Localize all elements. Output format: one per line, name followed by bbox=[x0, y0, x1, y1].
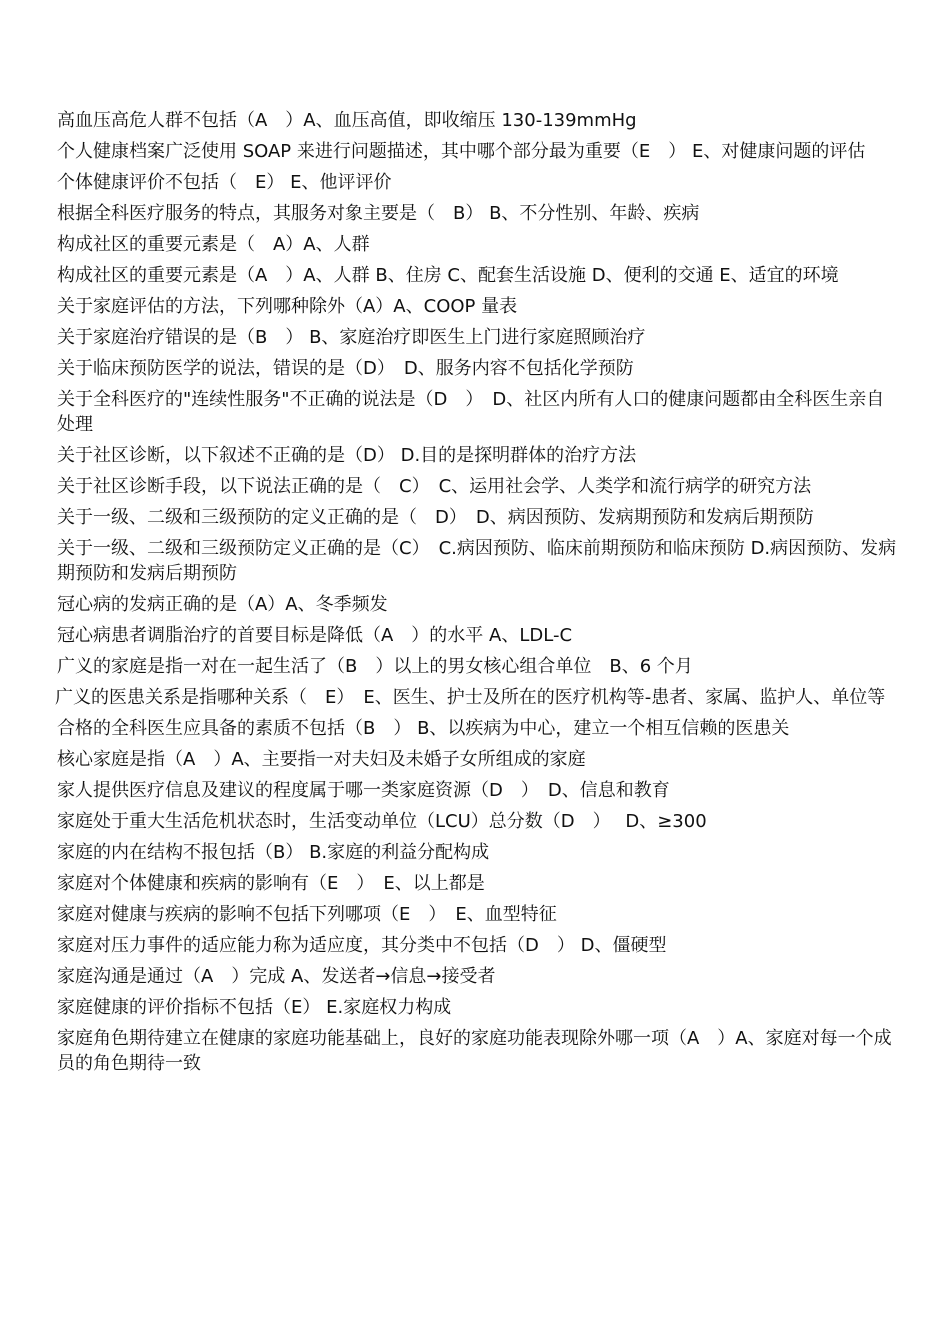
question-line: 家庭的内在结构不报包括（B） B.家庭的利益分配构成 bbox=[57, 842, 490, 863]
question-line: 家庭健康的评价指标不包括（E） E.家庭权力构成 bbox=[57, 997, 452, 1018]
question-line: 关于社区诊断手段，以下说法正确的是（ C） C、运用社会学、人类学和流行病学的研究方法 bbox=[57, 476, 812, 497]
question-line: 关于社区诊断，以下叙述不正确的是（D） D.目的是探明群体的治疗方法 bbox=[57, 445, 637, 466]
question-line: 家庭对个体健康和疾病的影响有（E ） E、以上都是 bbox=[57, 873, 485, 894]
question-line: 广义的家庭是指一对在一起生活了（B ）以上的男女核心组合单位 B、6 个月 bbox=[57, 656, 693, 677]
question-line: 关于一级、二级和三级预防定义正确的是（C） C.病因预防、临床前期预防和临床预防 D.病因预防、发病期预防和发病后期预防 bbox=[57, 538, 897, 584]
question-line: 家庭对健康与疾病的影响不包括下列哪项（E ） E、血型特征 bbox=[57, 904, 557, 925]
question-line: 关于家庭治疗错误的是（B ） B、家庭治疗即医生上门进行家庭照顾治疗 bbox=[57, 327, 646, 348]
question-line: 构成社区的重要元素是（ A）A、人群 bbox=[57, 234, 370, 255]
question-line: 构成社区的重要元素是（A ）A、人群 B、住房 C、配套生活设施 D、便利的交通 E、适宜的环境 bbox=[57, 265, 839, 286]
question-line: 高血压高危人群不包括（A ）A、血压高值，即收缩压 130-139mmHg bbox=[57, 110, 637, 131]
question-line: 关于全科医疗的"连续性服务"不正确的说法是（D ） D、社区内所有人口的健康问题都由全科医生亲自处理 bbox=[57, 389, 885, 435]
question-line: 关于临床预防医学的说法，错误的是（D） D、服务内容不包括化学预防 bbox=[57, 358, 634, 379]
question-line: 冠心病患者调脂治疗的首要目标是降低（A ）的水平 A、LDL-C bbox=[57, 625, 573, 646]
question-line: 冠心病的发病正确的是（A）A、冬季频发 bbox=[57, 594, 388, 615]
question-line: 家庭角色期待建立在健康的家庭功能基础上，良好的家庭功能表现除外哪一项（A ）A、家庭对每一个成员的角色期待一致 bbox=[57, 1028, 892, 1074]
question-line: 家庭沟通是通过（A ）完成 A、发送者→信息→接受者 bbox=[57, 966, 496, 987]
question-line: 合格的全科医生应具备的素质不包括（B ） B、以疾病为中心，建立一个相互信赖的医患关 bbox=[57, 718, 790, 739]
question-line: 关于家庭评估的方法，下列哪种除外（A）A、COOP 量表 bbox=[57, 296, 518, 317]
question-line: 关于一级、二级和三级预防的定义正确的是（ D） D、病因预防、发病期预防和发病后期预防 bbox=[57, 507, 814, 528]
question-line: 核心家庭是指（A ）A、主要指一对夫妇及未婚子女所组成的家庭 bbox=[57, 749, 586, 770]
question-line: 家人提供医疗信息及建议的程度属于哪一类家庭资源（D ） D、信息和教育 bbox=[57, 780, 670, 801]
question-line: 个体健康评价不包括（ E） E、他评评价 bbox=[57, 172, 392, 193]
question-line: 家庭对压力事件的适应能力称为适应度，其分类中不包括（D ） D、僵硬型 bbox=[57, 935, 667, 956]
question-line: 广义的医患关系是指哪种关系（ E） E、医生、护士及所在的医疗机构等-患者、家属、监护人、单位等 bbox=[55, 687, 886, 708]
question-line: 个人健康档案广泛使用 SOAP 来进行问题描述，其中哪个部分最为重要（E ） E、对健康问题的评估 bbox=[57, 141, 866, 162]
question-line: 根据全科医疗服务的特点，其服务对象主要是（ B） B、不分性别、年龄、疾病 bbox=[57, 203, 700, 224]
question-line: 家庭处于重大生活危机状态时，生活变动单位（LCU）总分数（D ） D、≥300 bbox=[57, 811, 707, 832]
